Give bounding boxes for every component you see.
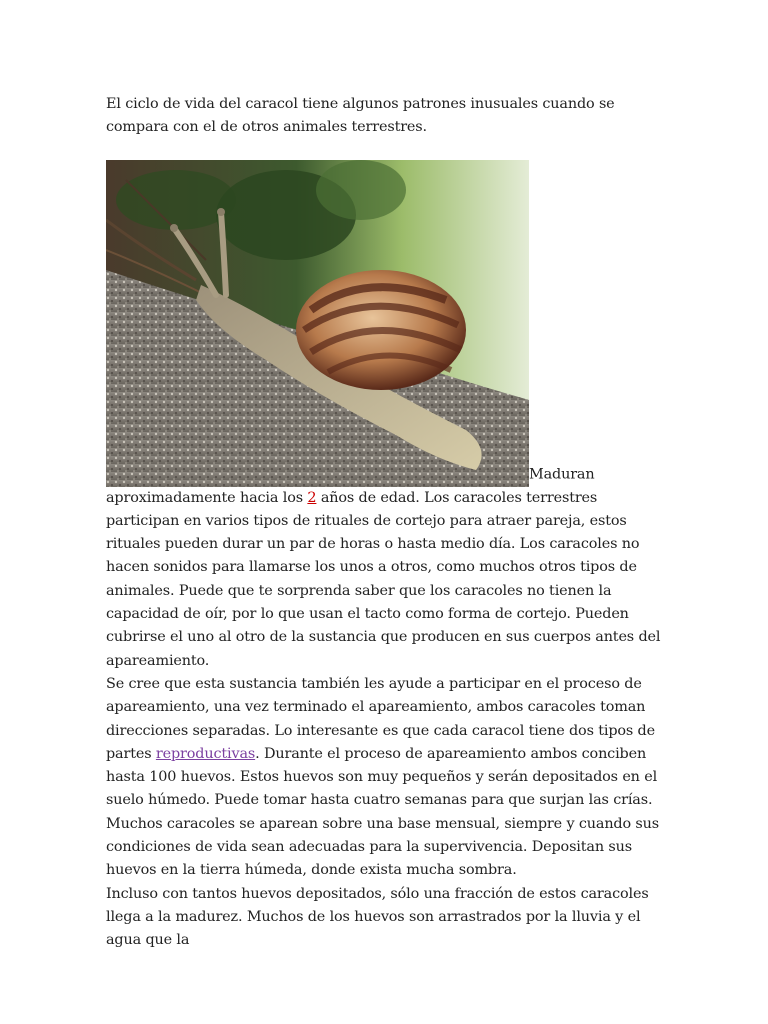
paragraph-maturity-text-cont: años de edad. Los caracoles terrestres participan en varios tipos de rituales de cortejo para atraer pareja, estos rituales pueden durar un par de horas o hasta medio día. Los caracoles no hacen sonidos para llamarse los unos a otros, como muchos otros tipos de animales. Puede que te sorprenda saber que los caracoles no tienen la capacidad de oír, por lo que usan el tacto como forma de cortejo. Pueden cubrirse el uno al otro de la sustancia que producen en sus cuerpos antes del apareamiento. <box>106 489 661 669</box>
document-body <box>106 93 666 953</box>
snail-photo <box>106 160 529 487</box>
age-link[interactable]: 2 <box>307 489 317 506</box>
paragraph-eggs: Incluso con tantos huevos depositados, sólo una fracción de estos caracoles llega a la madurez. Muchos de los huevos son arrastrados por la lluvia y el agua que la <box>106 885 649 949</box>
paragraph-mating-text-cont: . Durante el proceso de apareamiento ambos conciben hasta 100 huevos. Estos huevos son muy pequeños y serán depositados en el suelo húmedo. Puede tomar hasta cuatro semanas para que surjan las crías. <box>106 745 658 809</box>
paragraph-mating <box>106 673 666 813</box>
snail-image <box>106 160 529 487</box>
paragraph-maturity-text: Maduran aproximadamente hacia los <box>106 466 595 506</box>
paragraph-monthly: Muchos caracoles se aparean sobre una base mensual, siempre y cuando sus condiciones de vida sean adecuadas para la supervivencia. Depositan sus huevos en la tierra húmeda, donde exista mucha sombra. <box>106 815 660 879</box>
paragraph-mating-text: Se cree que esta sustancia también les ayude a participar en el proceso de apareamiento, una vez terminado el apareamiento, ambos caracoles toman direcciones separadas. Lo interesante es que cada caracol tiene dos tipos de partes <box>106 675 655 762</box>
reproductive-link[interactable]: reproductivas <box>155 745 256 762</box>
paragraph-maturity <box>106 160 666 673</box>
intro-paragraph: El ciclo de vida del caracol tiene algunos patrones inusuales cuando se compara con el de otros animales terrestres. <box>106 96 615 136</box>
